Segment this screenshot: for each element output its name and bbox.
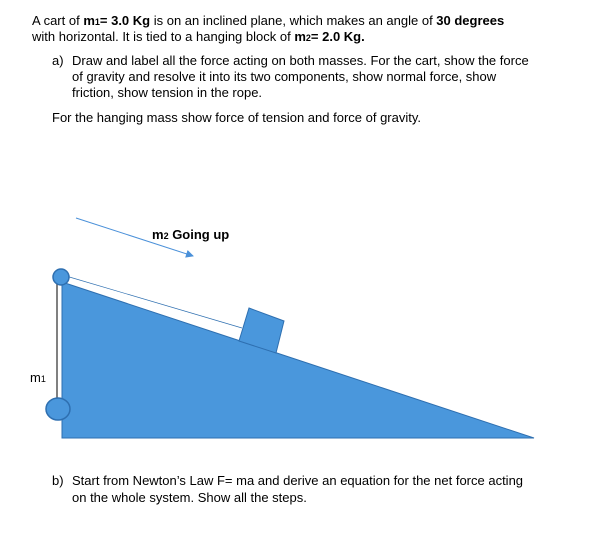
m1-symbol: m1= 3.0 Kg (83, 13, 151, 28)
part-a-line-2: of gravity and resolve it into its two components, show normal force, show (72, 69, 497, 84)
intro-line-2: with horizontal. It is tied to a hanging block of m2= 2.0 Kg. (32, 29, 365, 44)
part-a-marker: a) (52, 53, 64, 68)
m2-going-up-label: m2 Going up (152, 227, 230, 242)
part-a-line-3: friction, show tension in the rope. (72, 85, 263, 100)
part-a-line-1: Draw and label all the force acting on both masses. For the cart, show the force (72, 53, 529, 68)
m1-label: m1 (30, 370, 46, 385)
part-b-line-1: Start from Newton’s Law F= ma and derive an equation for the net force acting (72, 473, 524, 488)
inclined-plane (62, 282, 534, 438)
part-a-line-4: For the hanging mass show force of tension and force of gravity. (52, 110, 422, 125)
m2-symbol: m2= 2.0 Kg. (294, 29, 365, 44)
pulley (53, 269, 69, 285)
part-b-marker: b) (52, 473, 64, 488)
hanging-mass (46, 398, 70, 420)
angle-value: 30 degrees (436, 13, 505, 28)
intro-line-1: A cart of m1= 3.0 Kg is on an inclined plane, which makes an angle of 30 degrees (32, 13, 505, 28)
part-b-line-2: on the whole system. Show all the steps. (72, 490, 307, 505)
